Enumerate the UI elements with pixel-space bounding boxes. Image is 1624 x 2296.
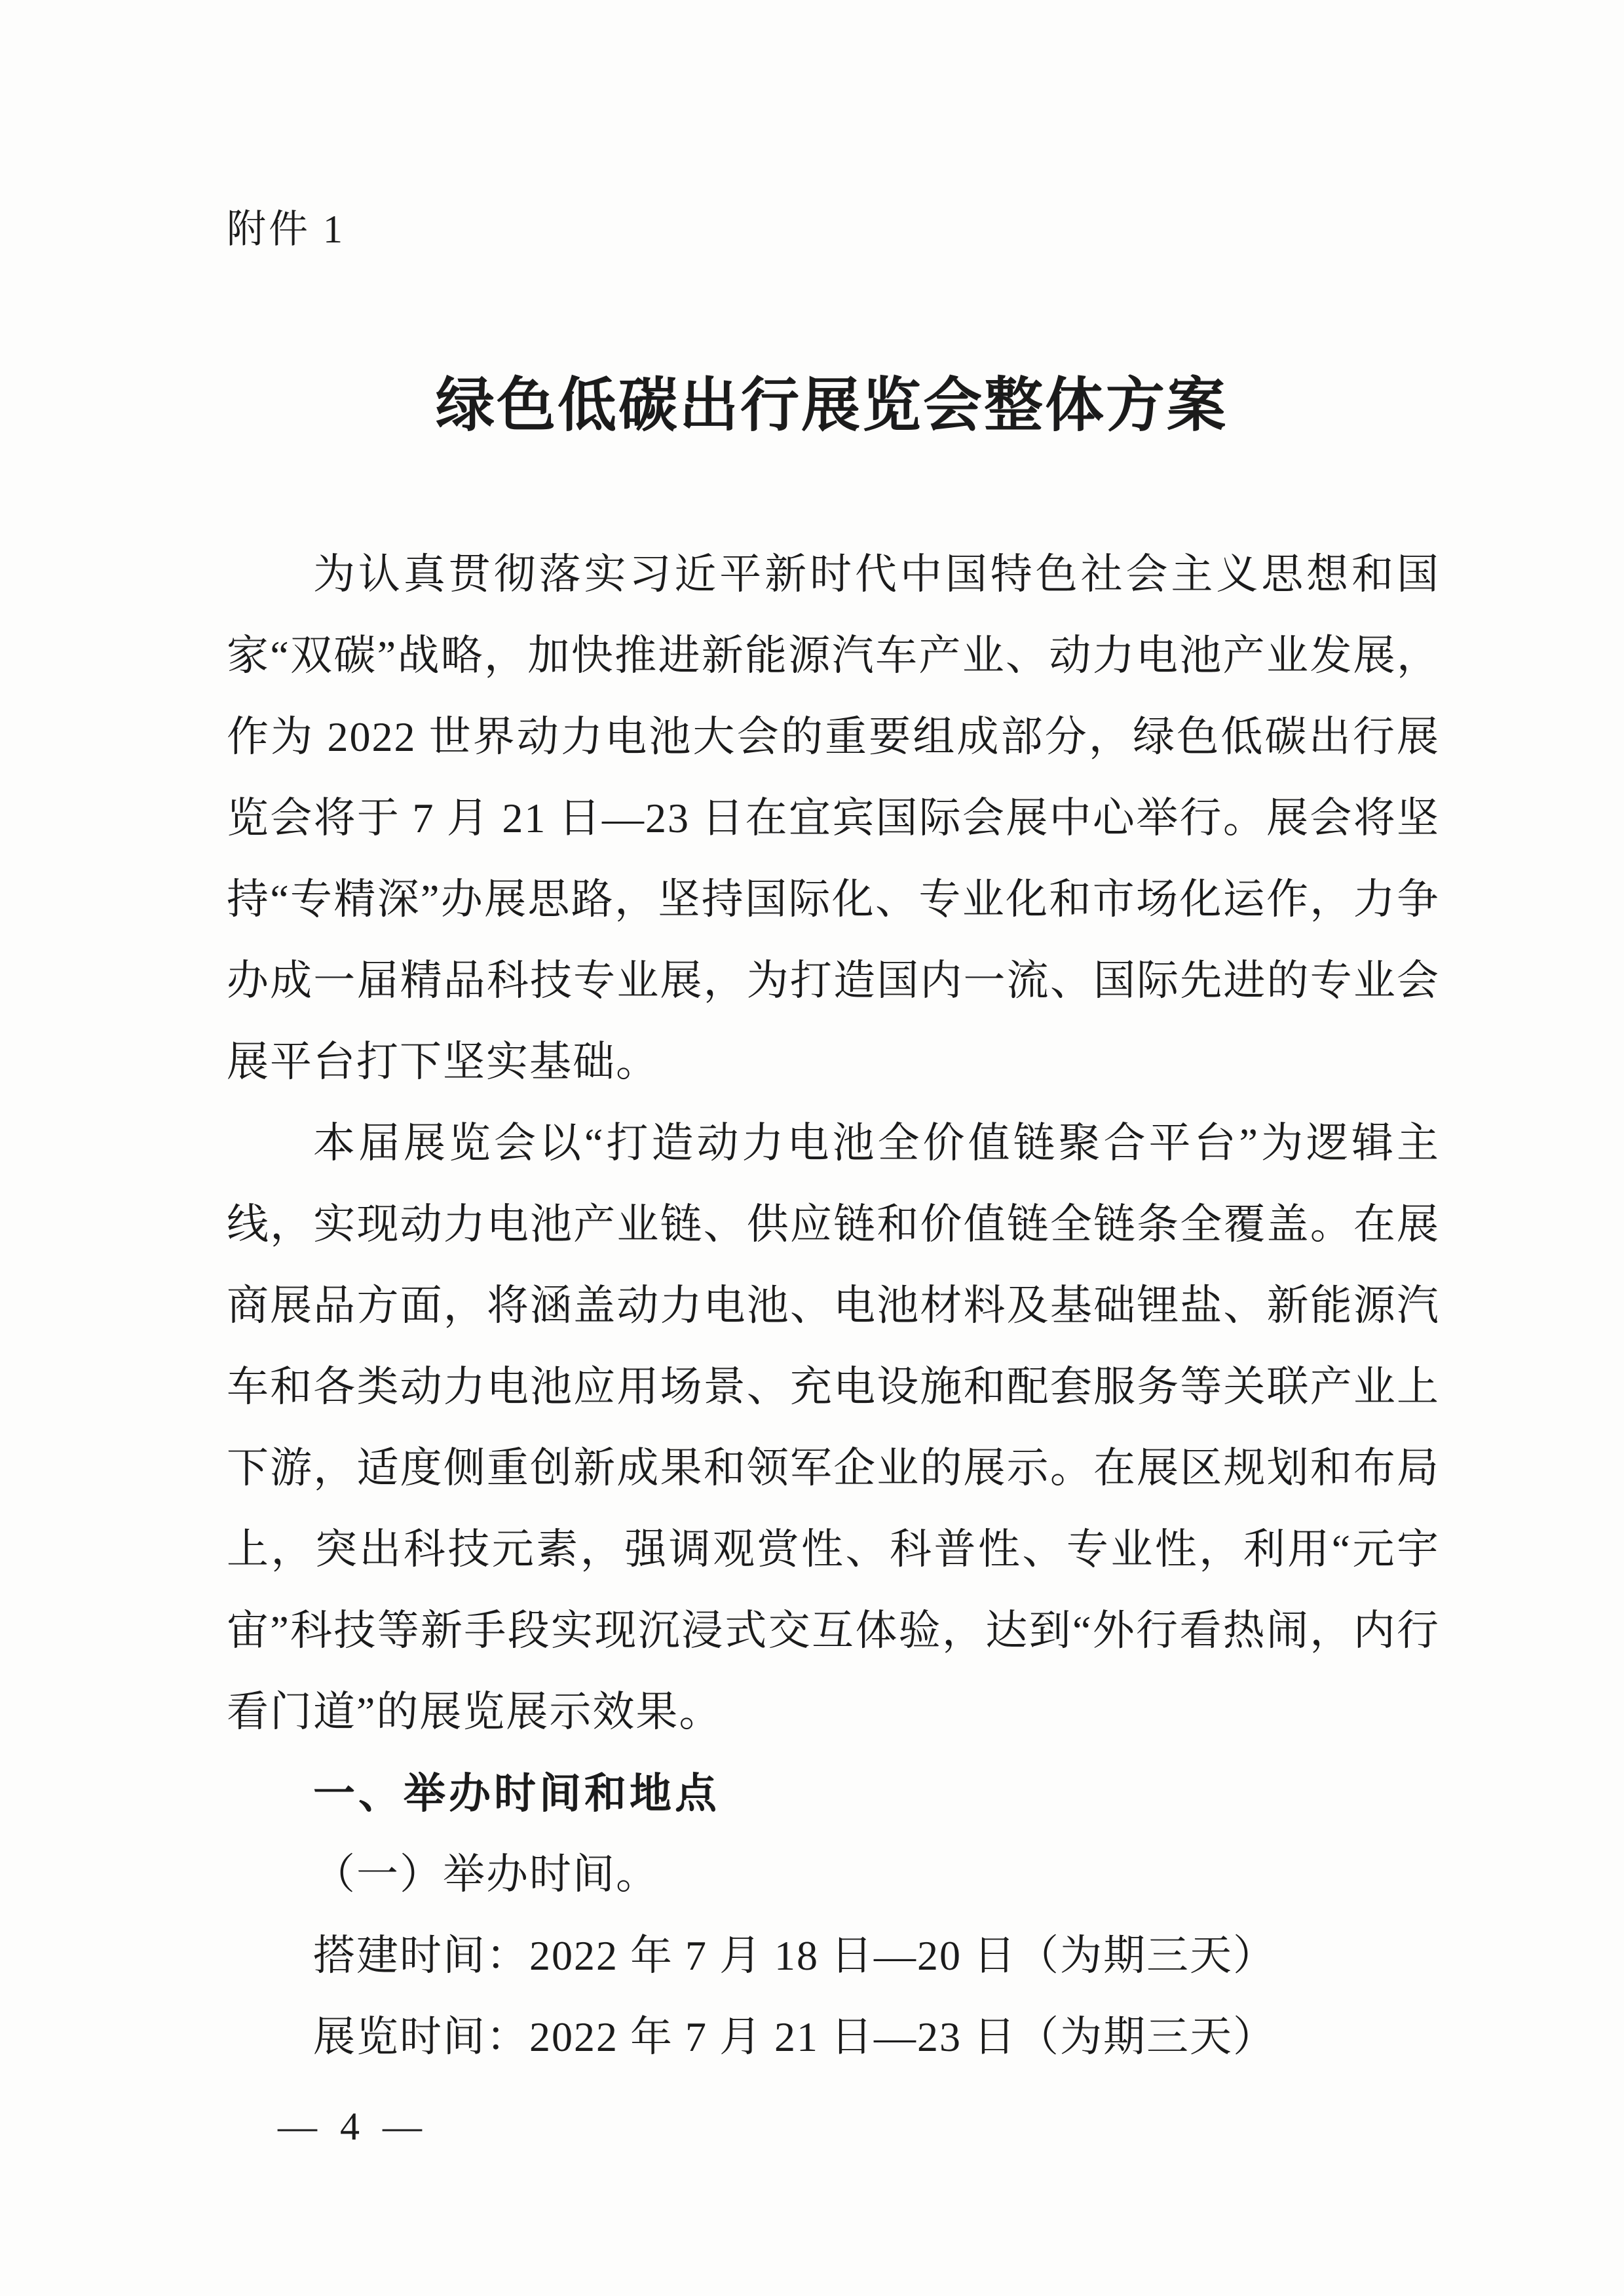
body-line: 下游，适度侧重创新成果和领军企业的展示。在展区规划和布局 bbox=[227, 1445, 1440, 1491]
body-line: 商展品方面，将涵盖动力电池、电池材料及基础锂盐、新能源汽 bbox=[227, 1282, 1440, 1329]
body-line: 持“专精深”办展思路，坚持国际化、专业化和市场化运作，力争 bbox=[227, 876, 1440, 923]
subsection-heading: （一）举办时间。 bbox=[313, 1851, 659, 1898]
body-line: 家“双碳”战略，加快推进新能源汽车产业、动力电池产业发展， bbox=[227, 632, 1440, 679]
schedule-line: 搭建时间：2022 年 7 月 18 日—20 日（为期三天） bbox=[313, 1932, 1276, 1979]
attachment-label: 附件 1 bbox=[227, 208, 345, 251]
section-heading: 一、举办时间和地点 bbox=[313, 1770, 720, 1817]
body-line: 上，突出科技元素，强调观赏性、科普性、专业性，利用“元宇 bbox=[227, 1526, 1440, 1573]
schedule-line: 展览时间：2022 年 7 月 21 日—23 日（为期三天） bbox=[313, 2014, 1276, 2060]
document-body bbox=[227, 534, 1440, 2078]
body-line: 览会将于 7 月 21 日—23 日在宜宾国际会展中心举行。展会将坚 bbox=[227, 795, 1440, 841]
body-line: 展平台打下坚实基础。 bbox=[227, 1039, 659, 1085]
body-line: 为认真贯彻落实习近平新时代中国特色社会主义思想和国 bbox=[313, 551, 1440, 598]
body-line: 看门道”的展览展示效果。 bbox=[227, 1689, 723, 1735]
document-title: 绿色低碳出行展览会整体方案 bbox=[436, 373, 1228, 438]
page-number: — 4 — bbox=[278, 2105, 428, 2148]
body-line: 办成一届精品科技专业展，为打造国内一流、国际先进的专业会 bbox=[227, 957, 1440, 1004]
body-line: 作为 2022 世界动力电池大会的重要组成部分，绿色低碳出行展 bbox=[227, 714, 1440, 760]
body-line: 本届展览会以“打造动力电池全价值链聚合平台”为逻辑主 bbox=[313, 1120, 1440, 1166]
body-line: 车和各类动力电池应用场景、充电设施和配套服务等关联产业上 bbox=[227, 1364, 1440, 1410]
body-line: 宙”科技等新手段实现沉浸式交互体验，达到“外行看热闹，内行 bbox=[227, 1607, 1440, 1654]
body-line: 线，实现动力电池产业链、供应链和价值链全链条全覆盖。在展 bbox=[227, 1201, 1440, 1248]
